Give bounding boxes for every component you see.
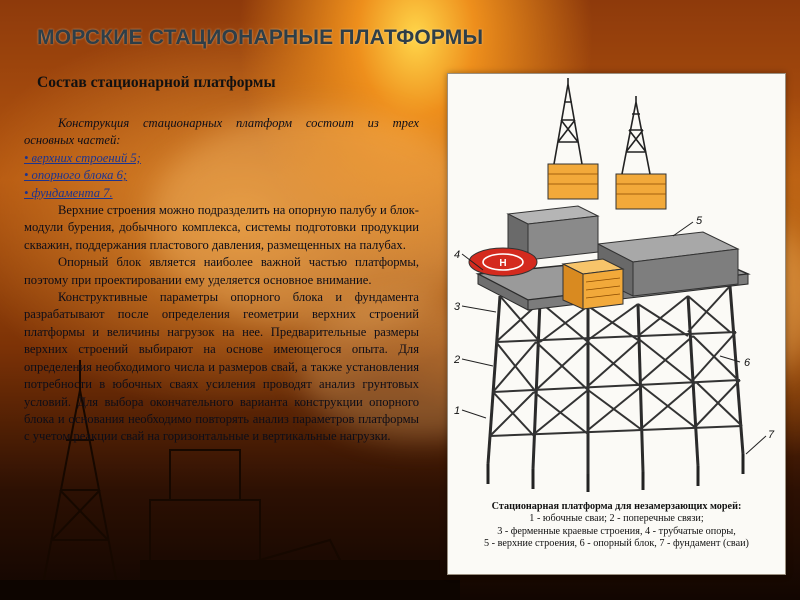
callout-5: 5 <box>696 215 703 227</box>
body-text <box>24 115 419 446</box>
derrick-base-left <box>548 164 598 199</box>
callout-4: 4 <box>454 249 461 261</box>
bullet-link-support-block[interactable]: • опорного блока 6; <box>24 168 128 183</box>
intro-paragraph: Конструкция стационарных платформ состоит из трех основных частей: <box>24 116 419 148</box>
bullet-item[interactable] <box>24 185 419 202</box>
caption-line: 3 - ферменные краевые строения, 4 - трубчатые опоры, <box>497 525 736 537</box>
bullet-item[interactable] <box>24 167 419 184</box>
callout-2: 2 <box>454 354 461 366</box>
section-subtitle: Состав стационарной платформы <box>37 74 276 91</box>
caption-title: Стационарная платформа для незамерзающих морей: <box>491 501 742 512</box>
drilling-derricks <box>554 78 650 174</box>
derrick-base-right <box>616 174 666 209</box>
platform-figure <box>447 73 786 575</box>
caption-line: 1 - юбочные сваи; 2 - поперечные связи; <box>529 513 704 525</box>
callout-6: 6 <box>744 357 751 369</box>
bullet-link-upper-structures[interactable]: • верхних строений 5; <box>24 150 141 165</box>
callout-3: 3 <box>454 301 461 313</box>
foundation-piles <box>488 454 743 492</box>
caption-line: 5 - верхние строения, 6 - опорный блок, 7 - фундамент (сваи) <box>484 538 749 550</box>
paragraph-upper-structures: Верхние строения можно подразделить на опорную палубу и блок-модули бурения, добычного комплекса, системы подготовки продукции скважин, поддержания пластового давления, размещенных на палубах. <box>24 203 419 252</box>
platform-illustration <box>448 74 785 574</box>
bullet-item[interactable] <box>24 150 419 167</box>
slide-title: МОРСКИЕ СТАЦИОНАРНЫЕ ПЛАТФОРМЫ <box>37 26 484 49</box>
callout-7: 7 <box>768 429 775 441</box>
helipad-marking: H <box>499 258 507 269</box>
paragraph-design-parameters: Конструктивные параметры опорного блока и фундамента разрабатывают после определения геометрии верхних строений платформы и величины нагрузок на нее. Предварительные размеры верхних строений выбирают на основе имеющегося опыта. Для определения необходимого числа и размеров свай, а также установления потребности в юбочных сваях усиления проводят анализ грунтовых условий. Для выбора окончательного варианта конструкции опорного блока и основания необходимо повторять анализ параметров платформы с учетом реакции свай на горизонтальные и вертикальные нагрузки. <box>24 290 419 444</box>
figure-caption <box>452 501 781 551</box>
paragraph-support-block: Опорный блок является наиболее важной частью платформы, поэтому при проектировании ему уделяется основное внимание. <box>24 255 419 287</box>
bullet-link-foundation[interactable]: • фундамента 7. <box>24 185 113 200</box>
callout-1: 1 <box>454 405 461 417</box>
